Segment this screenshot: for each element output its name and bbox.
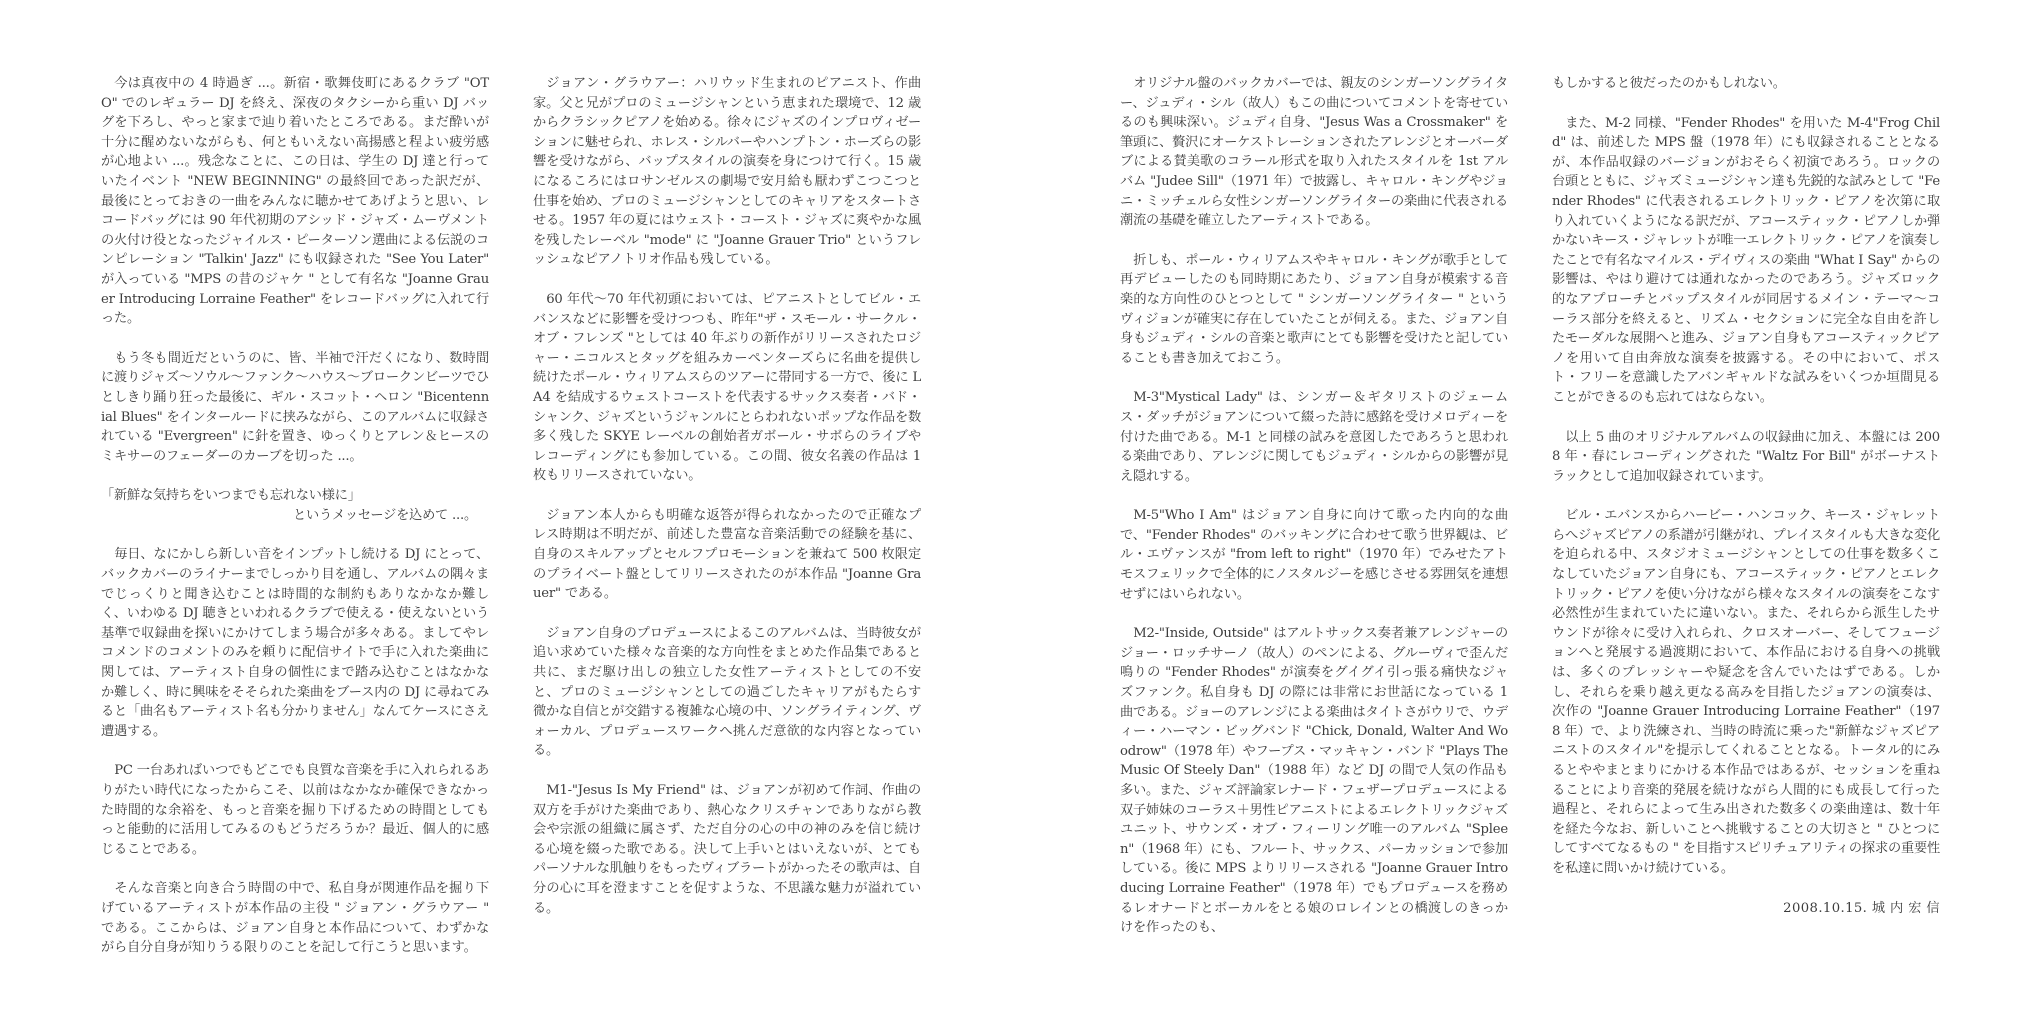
text-column-4 — [1552, 74, 1940, 938]
continued-line: もしかすると彼だったのかもしれない。 — [1552, 76, 1786, 91]
paragraph: M2-"Inside, Outside" はアルトサックス奏者兼アレンジャーのジョー・ロッチサーノ（故人）のペンによる、グルーヴィで歪んだ鳴りの "Fender Rhodes" が演奏をグイグイ引っ張る痛快なジャズファンク。私自身も DJ の際には非常にお世話になっている 1 曲である。ジョーのアレンジによる楽曲はタイトさがウリで、ウディー・ハーマン・ビッグバンド "Chick, Donald, Walter And Woodrow"（1978 年）やフープス・マッキャン・バンド "Plays The Music Of Steely Dan"（1988 年）など DJ の間で人気の作品も多い。また、ジャズ評論家レナード・フェザープロデュースによる双子姉妹のコーラス＋男性ピアニストによるエレクトリックジャズユニット、サウンズ・オブ・フィーリング唯一のアルバム "Spleen"（1968 年）にも、フルート、サックス、パーカッションで参加している。後に MPS よりリリースされる "Joanne Grauer Introducing Lorraine Feather"（1978 年）でもプロデュースを務めるレオナードとボーカルをとる娘のロレインとの橋渡しのきっかけを作ったのも、 — [1120, 626, 1508, 936]
paragraph: 以上 5 曲のオリジナルアルバムの収録曲に加え、本盤には 2008 年・春にレコーディングされた "Waltz For Bill" がボーナストラックとして追加収録されています。 — [1552, 429, 1940, 484]
quote-line: というメッセージを込めて ...。 — [292, 507, 477, 523]
paragraph: ジョアン自身のプロデュースによるこのアルバムは、当時彼女が追い求めていた様々な音楽的な方向性をまとめた作品集であると共に、まだ駆け出しの独立した女性アーティストとしての不安と、プロのミュージシャンとしての過ごしたキャリアがもたらす微かな自信とが交錯する複雑な心境の中、ソングライティング、ヴォーカル、プロデュースワークへ挑んだ意欲的な内容となっている。 — [533, 625, 921, 759]
signature: 2008.10.15. 城 内 宏 信 — [1783, 900, 1940, 916]
paragraph: 今は真夜中の 4 時過ぎ ...。新宿・歌舞伎町にあるクラブ "OTO" でのレギュラー DJ を終え、深夜のタクシーから重い DJ バッグを下ろし、やっと家まで辿り着いたところである。まだ酔いが十分に醒めないながらも、何ともいえない高揚感と程よい疲労感が心地よい ...。残念なことに、この日は、学生の DJ 達と行っていたイベント "NEW BEGINNING" の最終回であった訳だが、最後にとっておきの一曲をみんなに聴かせてあげようと思い、レコードバッグには 90 年代初期のアシッド・ジャズ・ムーヴメントの火付け役となったジャイルス・ピーターソン選曲による伝説のコンピレーション "Talkin' Jazz" にも収録された "See You Later" が入っている "MPS の昔のジャケ " として有名な "Joanne Grauer Introducing Lorraine Feather" をレコードバッグに入れて行った。 — [101, 76, 489, 327]
text-column-2 — [533, 74, 921, 938]
paragraph: PC 一台あればいつでもどこでも良質な音楽を手に入れられるありがたい時代になったからこそ、以前はなかなか確保できなかった時間的な余裕を、もっと音楽を掘り下げるための時間としてもっと能動的に活用してみるのもどうだろうか？最近、個人的に感じることである。 — [101, 763, 489, 857]
paragraph: オリジナル盤のバックカバーでは、親友のシンガーソングライター、ジュディ・シル（故人）もこの曲についてコメントを寄せているのも興味深い。ジュディ自身、"Jesus Was a Crossmaker" を筆頭に、贅沢にオーケストレーションされたアレンジとオーバーダブによる賛美歌のコラール形式を取り入れたスタイルを 1st アルバム "Judee Sill"（1971 年）で披露し、キャロル・キングやジョニ・ミッチェルら女性シンガーソングライターの楽曲に代表される潮流の基礎を確立したアーティストである。 — [1120, 76, 1508, 229]
paragraph: M-3"Mystical Lady" は、シンガー＆ギタリストのジェームス・ダッチがジョアンについて綴った詩に感銘を受けメロディーを付けた曲である。M-1 と同様の試みを意図したであろうと思われる楽曲であり、アレンジに関してもジュディ・シルからの影響が見え隠れする。 — [1120, 390, 1508, 484]
paragraph: M-5"Who I Am" はジョアン自身に向けて歌った内向的な曲で、"Fender Rhodes" のバッキングに合わせて歌う世界観は、ビル・エヴァンスが "from left to right"（1970 年）でみせたアトモスフェリックで全体的にノスタルジーを感じさせる雰囲気を連想せずにはいられない。 — [1120, 508, 1508, 602]
paragraph: ジョアン本人からも明確な返答が得られなかったので正確なプレス時期は不明だが、前述した豊富な音楽活動での経験を基に、自身のスキルアップとセルフプロモーションを兼ねて 500 枚限定のプライベート盤としてリリースされたのが本作品 "Joanne Grauer" である。 — [533, 507, 921, 602]
paragraph: 折しも、ポール・ウィリアムスやキャロル・キングが歌手として再デビューしたのも同時期にあたり、ジョアン自身が模索する音楽的な方向性のひとつとして " シンガーソングライター " というヴィジョンが確実に存在していたことが伺える。また、ジョアン自身もジュディ・シルの音楽と歌声にとても影響を受けたと記していることも書き加えておこう。 — [1120, 252, 1508, 366]
paragraph: そんな音楽と向き合う時間の中で、私自身が関連作品を掘り下げているアーティストが本作品の主役 " ジョアン・グラウアー " である。ここからは、ジョアン自身と本作品について、わずかながら自分自身が知りうる限りのことを記して行こうと思います。 — [101, 881, 489, 956]
paragraph: 60 年代〜70 年代初頭においては、ピアニストとしてビル・エバンスなどに影響を受けつつも、昨年"ザ・スモール・サークル・オブ・フレンズ "としては 40 年ぶりの新作がリリースされたロジャー・ニコルスとタッグを組みカーペンターズらに名曲を提供し続けたポール・ウィリアムスらのツアーに帯同する一方で、後に LA4 を結成するウェストコーストを代表するサックス奏者・バド・シャンク、ジャズというジャンルにとらわれないポップな作品を数多く残した SKYE レーベルの創始者ガボール・サボらのライブやレコーディングにも参加している。この間、彼女名義の作品は 1 枚もリリースされていない。 — [533, 291, 921, 484]
paragraph: ジョアン・グラウアー：ハリウッド生まれのピアニスト、作曲家。父と兄がプロのミュージシャンという恵まれた環境で、12 歳からクラシックピアノを始める。徐々にジャズのインプロヴィゼーションに魅せられ、ホレス・シルバーやハンプトン・ホーズらの影響を受けながら、バップスタイルの演奏を身につけて行く。15 歳になるころにはロサンゼルスの劇場で安月給も厭わずこつこつと仕事を始め、プロのミュージシャンとしてのキャリアをスタートさせる。1957 年の夏にはウェスト・コースト・ジャズに爽やかな風を残したレーベル "mode" に "Joanne Grauer Trio" というフレッシュなピアノトリオ作品も残している。 — [533, 76, 921, 268]
paragraph: もう冬も間近だというのに、皆、半袖で汗だくになり、数時間に渡りジャズ〜ソウル〜ファンク〜ハウス〜ブロークンビーツでひとしきり踊り狂った最後に、ギル・スコット・ヘロン "Bicentennial Blues" をインタールードに挟みながら、このアルバムに収録されている "Evergreen" に針を置き、ゆっくりとアレン＆ヒースのミキサーのフェーダーのカーブを切った ...。 — [101, 350, 489, 464]
paragraph: ビル・エバンスからハービー・ハンコック、キース・ジャレットらへジャズピアノの系譜が引継がれ、プレイスタイルも大きな変化を迫られる中、スタジオミュージシャンとしての仕事を数多くこなしていたジョアン自身にも、アコースティック・ピアノとエレクトリック・ピアノを使い分けながら様々なスタイルの演奏をこなす必然性が生まれていたに違いない。また、それらから派生したサウンドが徐々に受け入れられ、クロスオーバー、そしてフュージョンへと発展する過渡期において、本作品における自身への挑戦は、多くのプレッシャーや疑念を含んでいたはずである。しかし、それらを乗り越え更なる高みを目指したジョアンの演奏は、次作の "Joanne Grauer Introducing Lorraine Feather"（1978 年）で、より洗練され、当時の時流に乗った"新鮮なジャズピアニストのスタイル"を提示してくれることとなる。トータル的にみるとややまとまりにかける本作品ではあるが、セッションを重ねることにより音楽的発展を続けながら人間的にも成長して行った過程と、それらによって生み出された数多くの楽曲達は、数十年を経た今なお、新しいことへ挑戦することの大切さと " ひとつにしてすべてなるもの " を目指すスピリチュアリティの探求の重要性を私達に問いかけ続けている。 — [1552, 508, 1940, 876]
paragraph: 毎日、なにかしら新しい音をインプットし続ける DJ にとって、バックカバーのライナーまでしっかり目を通し、アルバムの隅々までじっくりと聞き込むことは時間的な制約もありなかなか難しく、いわゆる DJ 聴きといわれるクラブで使える・使えないという基準で収録曲を探いにかけてしまう場合が多々ある。ましてやレコメンドのコメントのみを頼りに配信サイトで手に入れた楽曲に関しては、アーティスト自身の個性にまで踏み込むことはなかなか難しく、時に興味をそそられた楽曲をブース内の DJ に尋ねてみると「曲名もアーティスト名も分かりません」なんてケースにさえ遭遇する。 — [101, 547, 489, 739]
quote-block — [101, 486, 489, 525]
paragraph: M1-"Jesus Is My Friend" は、ジョアンが初めて作詞、作曲の双方を手がけた楽曲であり、熱心なクリスチャンでありながら教会や宗派の組織に属さず、ただ自分の心の中の神のみを信じ続ける心境を綴った歌である。決して上手いとはいえないが、とてもパーソナルな肌触りをもったヴィブラートがかったその歌声は、自分の心に耳を澄ますことを促すような、不思議な魅力が溢れている。 — [533, 783, 921, 916]
quote-line: 「新鮮な気持ちをいつまでも忘れない様に」 — [101, 488, 361, 504]
text-column-1 — [101, 74, 489, 978]
text-column-3 — [1120, 74, 1508, 958]
paragraph: また、M-2 同様、"Fender Rhodes" を用いた M-4"Frog Child" は、前述した MPS 盤（1978 年）にも収録されることとなるが、本作品収録のバージョンがおそらく初演であろう。ロックの台頭とともに、ジャズミュージシャン達も先鋭的な試みとして "Fender Rhodes" に代表されるエレクトリック・ピアノを次第に取り入れていくようになる訳だが、アコースティック・ピアノしか弾かないキース・ジャレットが唯一エレクトリック・ピアノを演奏したことで有名なマイルス・デイヴィスの楽曲 "What I Say" からの影響は、やはり避けては通れなかったのであろう。ジャズロック的なアプローチとバップスタイルが同居するメイン・テーマ〜コーラス部分を終えると、リズム・セクションに完全な自由を許したモーダルな展開へと進み、ジョアン自身もアコースティックピアノを用いて自由奔放な演奏を披露する。その中において、ポスト・フリーを意識したアバンギャルドな試みをいくつか垣間見ることができるのも忘れてはならない。 — [1552, 115, 1940, 405]
